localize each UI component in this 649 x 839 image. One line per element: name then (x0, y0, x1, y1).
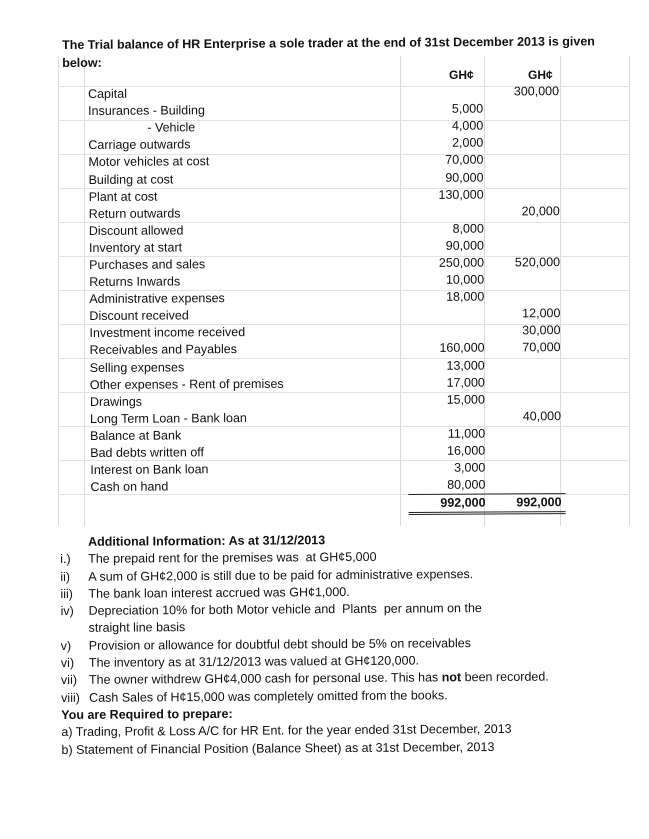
debit-total: 992,000 (409, 494, 490, 514)
account-cell: Building at cost (88, 171, 174, 187)
account-cell: - Vehicle (88, 120, 196, 136)
requirement-b: b) Statement of Financial Position (Balance Sheet) as at 31st December, 2013 (61, 739, 495, 757)
account-cell: Purchases and sales (89, 257, 206, 272)
info-item-text: The owner withdrew GH¢4,000 cash for personal use. This has not been recorded. (88, 669, 549, 688)
debit-cell: 15,000 (446, 392, 485, 407)
credit-cell: 30,000 (522, 323, 561, 338)
credit-cell (488, 288, 564, 306)
credit-cell: 20,000 (521, 203, 560, 219)
credit-cell: 520,000 (514, 255, 561, 270)
account-cell: Investment income received (89, 325, 246, 341)
account-cell: Selling expenses (89, 359, 185, 375)
credit-cell: 300,000 (513, 84, 560, 99)
debit-cell: 4,000 (451, 118, 484, 133)
account-cell: Returns Inwards (89, 274, 181, 290)
info-item-text: The inventory as at 31/12/2013 was valued at GH¢120,000. (88, 653, 420, 670)
debit-cell: 130,000 (438, 187, 484, 202)
info-item-text: The bank loan interest accrued was GH¢1,000. (88, 584, 350, 601)
account-cell: Discount received (89, 308, 189, 324)
account-cell: Return outwards (88, 206, 181, 221)
credit-cell (489, 374, 565, 392)
totals-label (87, 495, 409, 516)
debit-cell: 90,000 (445, 170, 484, 185)
info-item-number: viii) (61, 690, 80, 705)
info-item-text: A sum of GH¢2,000 is still due to be paid for administrative expenses. (88, 566, 474, 584)
info-item-text: Depreciation 10% for both Motor vehicle and Plants per annum on the (88, 601, 482, 618)
account-cell: Balance at Bank (90, 428, 182, 443)
credit-cell (489, 476, 565, 494)
credit-cell (489, 459, 565, 477)
account-cell: Capital (88, 86, 128, 102)
debit-cell (408, 408, 489, 426)
debit-cell: 80,000 (447, 477, 486, 492)
account-cell: Administrative expenses (89, 291, 225, 307)
debit-cell: 250,000 (438, 255, 485, 270)
account-cell: Bad debts written off (90, 445, 205, 460)
info-item-number: vii) (60, 673, 78, 688)
credit-cell (487, 100, 563, 118)
info-item-number: vi) (60, 655, 75, 671)
debit-cell: 3,000 (454, 460, 486, 475)
totals-row (87, 494, 566, 516)
credit-cell (489, 357, 565, 375)
credit-column-header: GH¢ (528, 68, 553, 82)
account-cell: Motor vehicles at cost (88, 154, 210, 170)
trial-balance-table (84, 83, 566, 517)
debit-cell: 70,000 (445, 152, 484, 168)
additional-information (60, 530, 642, 759)
credit-cell (489, 442, 565, 460)
credit-cell: 12,000 (522, 306, 561, 321)
debit-cell: 2,000 (452, 135, 484, 151)
debit-cell: 90,000 (445, 238, 485, 253)
debit-cell: 11,000 (447, 426, 486, 441)
credit-cell (488, 271, 564, 289)
account-cell: Carriage outwards (88, 137, 191, 153)
debit-cell: 17,000 (446, 375, 485, 390)
emphasis-not: not (441, 670, 462, 685)
account-cell: Interest on Bank loan (90, 462, 209, 478)
credit-total: 992,000 (490, 494, 566, 514)
info-item-text: straight line basis (88, 620, 186, 636)
debit-column-header: GH¢ (449, 68, 474, 82)
account-cell: Receivables and Payables (89, 342, 237, 358)
account-cell: Inventory at start (88, 240, 183, 255)
account-cell: Discount allowed (88, 223, 184, 238)
info-item-text: The prepaid rent for the premises was at GH¢5,000 (88, 550, 377, 567)
additional-info-heading: Additional Information: As at 31/12/2013 (88, 533, 326, 549)
account-cell: Insurances - Building (88, 103, 205, 119)
debit-cell: 8,000 (452, 221, 484, 236)
debit-cell (407, 203, 488, 221)
credit-cell: 40,000 (522, 408, 562, 424)
document-title: The Trial balance of HR Enterprise a sole trader at the end of 31st December 2013 is given below: (62, 34, 595, 70)
credit-cell (487, 134, 563, 152)
account-cell: Long Term Loan - Bank loan (89, 410, 247, 426)
debit-cell: 13,000 (446, 358, 485, 373)
credit-cell (487, 151, 563, 169)
debit-cell: 160,000 (439, 341, 485, 356)
requirements-heading: You are Required to prepare: (61, 706, 233, 722)
debit-cell (407, 306, 488, 324)
credit-cell: 70,000 (522, 340, 561, 355)
debit-cell (407, 323, 488, 341)
info-item-number: v) (60, 638, 72, 653)
credit-cell (488, 186, 564, 204)
credit-cell (488, 169, 564, 187)
info-item-text: Cash Sales of H¢15,000 was completely omitted from the books. (89, 687, 448, 705)
debit-cell: 5,000 (451, 101, 484, 116)
requirement-a: a) Trading, Profit & Loss A/C for HR Ent. for the year ended 31st December, 2013 (61, 722, 512, 740)
account-cell: Other expenses - Rent of premises (89, 376, 284, 392)
credit-cell (489, 391, 565, 409)
debit-cell: 10,000 (445, 272, 485, 287)
account-cell: Drawings (89, 394, 143, 409)
info-item-number: i.) (60, 552, 71, 567)
info-item-text: Provision or allowance for doubtful debt should be 5% on receivables (88, 635, 472, 653)
info-item-number (61, 620, 89, 637)
credit-cell (488, 237, 564, 255)
credit-cell (487, 117, 563, 135)
info-item-number: iv) (60, 604, 74, 619)
info-item-number: iii) (60, 586, 73, 601)
debit-cell (406, 84, 487, 102)
info-item-number: ii) (60, 569, 71, 584)
account-cell: Cash on hand (90, 479, 169, 495)
account-cell: Plant at cost (88, 189, 158, 204)
credit-cell (489, 425, 565, 443)
credit-cell (488, 220, 564, 238)
debit-cell: 18,000 (446, 289, 485, 304)
debit-cell: 16,000 (446, 443, 486, 458)
